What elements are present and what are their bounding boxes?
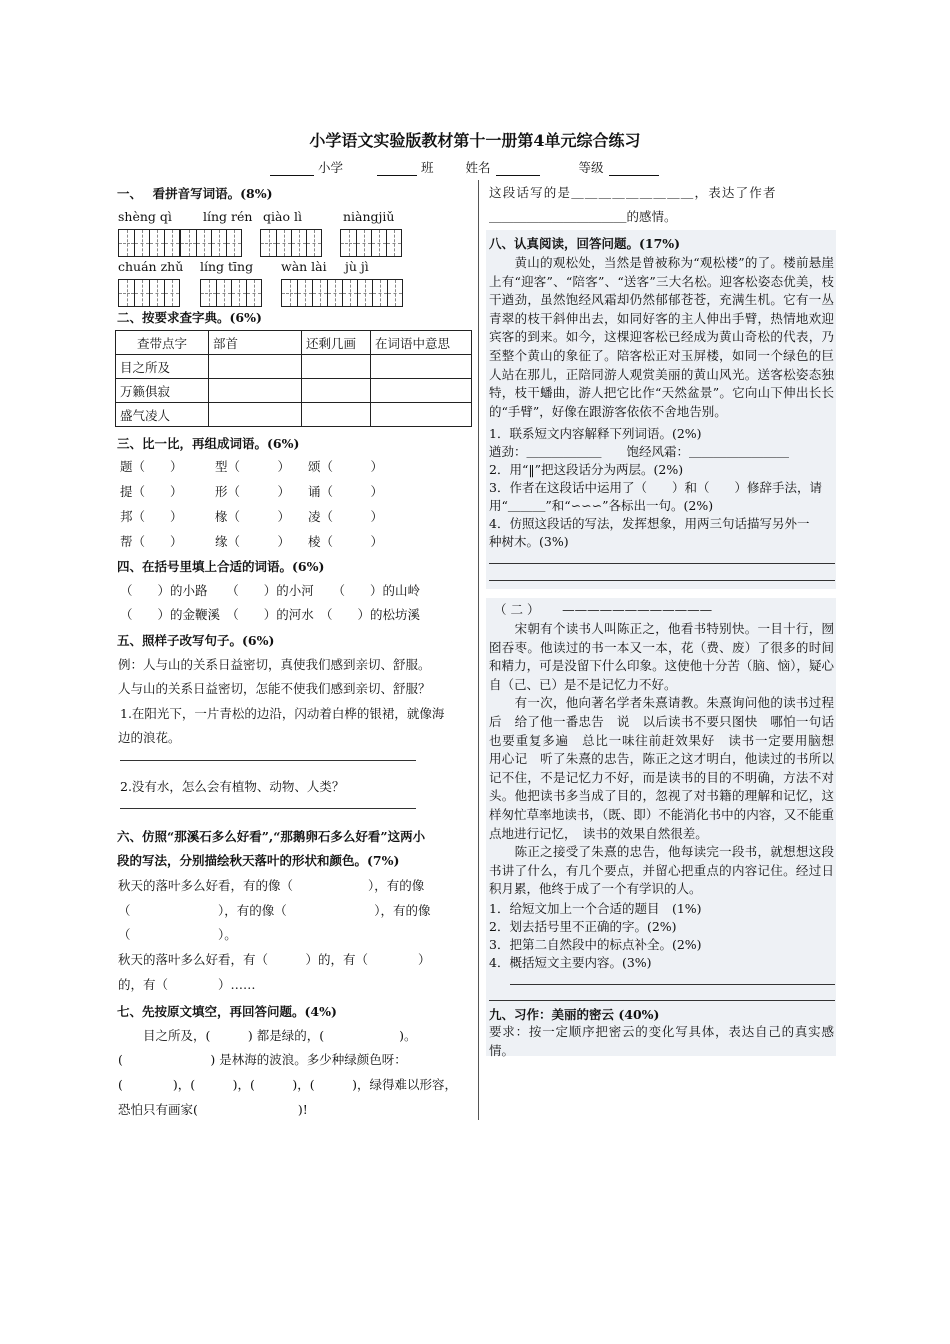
compare-item: 缘（ ） [215, 534, 291, 549]
pinyin-6: líng tīng [200, 259, 254, 274]
section-6-heading: 六、仿照“那溪石多么好看”,“那鹅卵石多么好看”这两小 [117, 829, 426, 844]
grade-blank[interactable] [609, 163, 659, 176]
section-6-heading-cont: 段的写法，分别描绘秋天落叶的形状和颜色。(7%) [117, 853, 400, 868]
compare-item: 凌（ ） [308, 509, 384, 524]
reading-q2: 2．用“‖”把这段话分为两层。(2%) [489, 462, 684, 477]
section-9-heading: 九、习作：美丽的密云 (40%) [489, 1007, 660, 1022]
leaf-line-4: 秋天的落叶多么好看，有（ ）的，有（ ） [118, 952, 431, 967]
chen-passage [489, 620, 847, 899]
answer-cell[interactable] [302, 379, 371, 403]
composition-requirement [489, 1023, 834, 1060]
answer-cell[interactable] [209, 403, 302, 427]
passage-2-q1: 1．给短文加上一个合适的题目 (1%) [489, 901, 702, 916]
leaf-line-2: （ ），有的像（ ），有的像 [118, 903, 431, 918]
reading-q1-blanks: 遒劲：＿＿＿＿＿＿ 饱经风霜：＿＿＿＿＿＿＿＿ [489, 444, 790, 459]
section-2-heading: 二、按要求查字典。(6%) [117, 310, 262, 325]
table-row [116, 403, 472, 427]
school-label: 小学 [318, 160, 344, 175]
example-sentence: 例：人与山的关系日益密切，真使我们感到亲切、舒服。 [118, 657, 431, 672]
leaf-line-3: （ ）。 [118, 927, 237, 942]
compare-item: 帮（ ） [120, 534, 183, 549]
col-header-char: 查带点字 [116, 331, 209, 355]
passage-paragraph: 宋朝有个读书人叫陈正之，他看书特别快。一目十行，囫囵吞枣。他读过的书一本又一本，花（费、废）了很多的时间和精力，可是没留下什么印象。这使他十分苦（脑、恼），疑心自（己、已）是不是记忆力不好。 [489, 621, 834, 692]
pinyin-7: wàn lài [281, 259, 327, 274]
answer-line[interactable] [120, 808, 416, 809]
answer-line[interactable] [510, 984, 835, 985]
writing-grid-6[interactable] [200, 279, 262, 307]
compare-item: 提（ ） [120, 484, 183, 499]
section-3-heading: 三、比一比，再组成词语。(6%) [117, 436, 300, 451]
answer-line[interactable] [120, 760, 416, 761]
reading-q3: 3．作者在这段话中运用了（ ）和（ ）修辞手法，请 [489, 480, 822, 495]
rewrite-question-1-cont: 边的浪花。 [118, 730, 181, 745]
passage-paragraph: 陈正之接受了朱熹的忠告，他每读完一段书，就想想这段书讲了什么，有几个要点，并留心把重点的内容记住。经过日积月累，他终于成了一个有学识的人。 [489, 844, 834, 897]
compare-item: 诵（ ） [308, 484, 384, 499]
pinyin-5: chuán zhǔ [118, 259, 184, 274]
section-1-heading: 一、 看拼音写词语。(8%) [117, 186, 273, 201]
pinyin-3: qiào lì [263, 209, 302, 224]
answer-line[interactable] [489, 563, 835, 564]
summary-question-line-2: ＿＿＿＿＿＿＿＿＿＿＿的感情。 [489, 209, 677, 224]
summary-question-line-1: 这段话写的是＿＿＿＿＿＿＿＿＿，表达了作者 [489, 185, 777, 200]
forest-line-3: ( )，( )，( )，( )，绿得难以形容， [118, 1077, 458, 1092]
forest-line-2: ( ) 是林海的波浪。多少种绿颜色呀： [118, 1052, 407, 1067]
passage-2-q2: 2．划去括号里不正确的字。(2%) [489, 919, 677, 934]
requirement-text: 要求：按一定顺序把密云的变化写具体，表达自己的真实感情。 [489, 1024, 834, 1058]
class-label: 班 [420, 160, 434, 175]
forest-line-1: 目之所及，( ) 都是绿的，( )。 [118, 1028, 417, 1043]
leaf-line-5: 的，有（ ）…… [118, 977, 256, 992]
writing-grid-4[interactable] [340, 229, 402, 257]
table-row [116, 379, 472, 403]
word-cell: 盛气凌人 [116, 403, 209, 427]
grade-label: 等级 [578, 160, 604, 175]
school-blank[interactable] [270, 163, 314, 176]
compare-item: 形（ ） [215, 484, 291, 499]
writing-grid-1[interactable] [118, 229, 180, 257]
name-blank[interactable] [496, 163, 540, 176]
answer-cell[interactable] [371, 403, 472, 427]
section-5-heading: 五、照样子改写句子。(6%) [117, 633, 275, 648]
table-row [116, 355, 472, 379]
answer-cell[interactable] [209, 355, 302, 379]
answer-cell[interactable] [302, 403, 371, 427]
writing-grid-2[interactable] [180, 229, 242, 257]
student-info-line [270, 158, 663, 176]
huangshan-passage [489, 254, 834, 421]
passage-2-title-blank: （ 二 ） ———————————— [494, 602, 713, 617]
compare-item: 邦（ ） [120, 509, 183, 524]
passage-paragraph: 有一次，他向著名学者朱熹请教。朱熹询问他的读书过程后 给了他一番忠告 说 以后读书不要只图快 哪怕一句话 也要重复多遍 总比一味往前赶效果好 读书一定要用脑想 用心记 听了朱熹的忠告，陈正之这才明白，他读过的书所以记不住，不是记忆力不好，而是读书的目的不明确，方法不对头。他把读书多当成了目的，忽视了对书籍的理解和记忆，这样匆忙草率地读书，（既、即）不能消化书中的内容，又不能重点地进行记忆， 读书的效果自然很差。 [489, 695, 847, 841]
leaf-line-1: 秋天的落叶多么好看，有的像（ ），有的像 [118, 878, 425, 893]
reading-q4-cont: 种树木。(3%) [489, 534, 569, 549]
passage-2-q4: 4．概括短文主要内容。(3%) [489, 955, 652, 970]
pinyin-8: jù jì [345, 259, 369, 274]
answer-line[interactable] [489, 580, 835, 581]
writing-grid-3[interactable] [260, 229, 322, 257]
forest-line-4: 恐怕只有画家( )! [118, 1102, 308, 1117]
compare-item: 棱（ ） [308, 534, 384, 549]
compare-item: 题（ ） [120, 459, 183, 474]
class-blank[interactable] [377, 163, 417, 176]
example-answer: 人与山的关系日益密切，怎能不使我们感到亲切、舒服？ [118, 681, 431, 696]
writing-grid-5[interactable] [118, 279, 180, 307]
col-header-meaning: 在词语中意思 [371, 331, 472, 355]
section-4-heading: 四、在括号里填上合适的词语。(6%) [117, 559, 325, 574]
answer-cell[interactable] [209, 379, 302, 403]
pinyin-1: shèng qì [118, 209, 172, 224]
name-label: 姓名 [465, 160, 491, 175]
col-header-strokes: 还剩几画 [302, 331, 371, 355]
pinyin-2: líng rén [203, 209, 253, 224]
answer-cell[interactable] [371, 379, 472, 403]
page-title: 小学语文实验版教材第十一册第4单元综合练习 [309, 131, 641, 150]
reading-q1: 1．联系短文内容解释下列词语。(2%) [489, 426, 702, 441]
compare-item: 型（ ） [215, 459, 291, 474]
rewrite-question-1: 1.在阳光下，一片青松的边沿，闪动着白桦的银裙，就像海 [120, 706, 445, 721]
answer-cell[interactable] [302, 355, 371, 379]
word-cell: 目之所及 [116, 355, 209, 379]
reading-q4: 4．仿照这段话的写法，发挥想象，用两三句话描写另外一 [489, 516, 810, 531]
compare-item: 颂（ ） [308, 459, 384, 474]
section-7-heading: 七、先按原文填空，再回答问题。(4%) [117, 1004, 337, 1019]
answer-cell[interactable] [371, 355, 472, 379]
compare-item: 椽（ ） [215, 509, 291, 524]
section-8-heading: 八、认真阅读，回答问题。(17%) [489, 236, 681, 251]
rewrite-question-2: 2.没有水，怎么会有植物、动物、人类？ [120, 779, 345, 794]
word-cell: 万籁俱寂 [116, 379, 209, 403]
fill-row-1: （ ）的小路 （ ）的小河 （ ）的山岭 [120, 583, 421, 598]
passage-text: 黄山的观松处，当然是曾被称为“观松楼”的了。楼前悬崖上有“迎客”、“陪客”、“送客”三大名松。迎客松姿态优美，枝干遒劲，虽然饱经风霜却仍然郁郁苍苍，充满生机。它有一丛青翠的枝干斜伸出去，如同好客的主人伸出手臂，热情地欢迎宾客的到来。如今，这棵迎客松已经成为黄山奇松的代表，乃至整个黄山的象征了。陪客松正对玉屏楼，如同一个绿色的巨人站在那儿，正陪同游人观赏美丽的黄山风光。送客松姿态独特，枝干蟠曲，游人把它比作“天然盆景”。它向山下伸出长长的“手臂”，好像在跟游客依依不舍地告别。 [489, 255, 834, 419]
fill-row-2: （ ）的金鞭溪 （ ）的河水 （ ）的松坊溪 [120, 607, 421, 622]
column-divider [478, 180, 479, 1120]
writing-grid-7[interactable] [281, 279, 403, 307]
answer-line[interactable] [489, 1000, 835, 1001]
passage-2-q3: 3．把第二自然段中的标点补全。(2%) [489, 937, 702, 952]
pinyin-4: niàngjiǔ [343, 209, 395, 224]
col-header-radical: 部首 [209, 331, 302, 355]
reading-q3-cont: 用“＿＿＿”和“∽∽∽”各标出一句。(2%) [489, 498, 714, 513]
dictionary-table [115, 330, 472, 427]
